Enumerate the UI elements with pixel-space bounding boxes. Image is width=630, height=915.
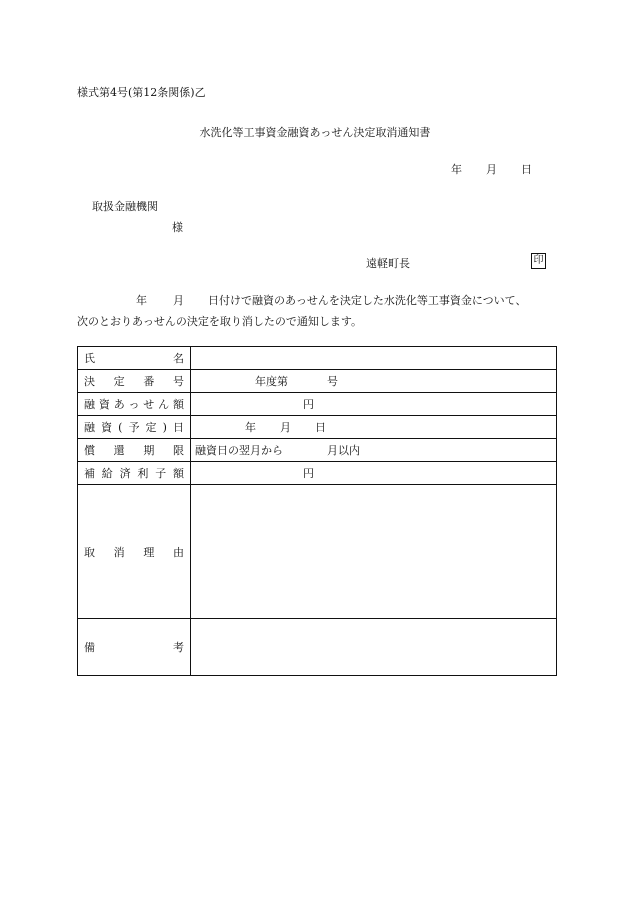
value-cancellation-reason[interactable] — [191, 485, 557, 619]
body-text-rest: 日付けで融資のあっせんを決定した水洗化等工事資金について、 — [208, 294, 527, 307]
date-day-label: 日 — [521, 163, 532, 176]
date-month-label: 月 — [486, 163, 497, 176]
label-loan-date: 融資(予定)日 — [78, 416, 191, 439]
recipient-label: 取扱金融機関 — [92, 200, 158, 213]
table-row-repayment-period — [78, 439, 557, 462]
repayment-months-text: 月以内 — [327, 444, 360, 457]
loan-year-label: 年 — [245, 421, 256, 434]
number-suffix-label: 号 — [327, 375, 338, 388]
date-year-label: 年 — [451, 163, 462, 176]
label-subsidized-interest: 補給済利子額 — [78, 462, 191, 485]
form-number: 様式第4号(第12条関係)乙 — [77, 86, 206, 99]
table-row-name — [78, 347, 557, 370]
label-name: 氏名 — [78, 347, 191, 370]
value-remarks[interactable] — [191, 619, 557, 676]
value-repayment-period[interactable] — [191, 439, 557, 462]
issuer-name: 遠軽町長 — [366, 257, 410, 270]
loan-month-label: 月 — [280, 421, 291, 434]
seal-mark: 印 — [531, 253, 546, 269]
table-row-loan-date — [78, 416, 557, 439]
table-row-cancellation-reason — [78, 485, 557, 619]
fiscal-year-label: 年度第 — [255, 375, 288, 388]
recipient-honorific: 様 — [172, 221, 183, 234]
label-cancellation-reason: 取消理由 — [78, 485, 191, 619]
label-loan-amount: 融資あっせん額 — [78, 393, 191, 416]
document-title: 水洗化等工事資金融資あっせん決定取消通知書 — [199, 126, 431, 139]
table-row-loan-amount — [78, 393, 557, 416]
table-row-subsidized-interest — [78, 462, 557, 485]
label-decision-number: 決定番号 — [78, 370, 191, 393]
value-subsidized-interest[interactable] — [191, 462, 557, 485]
yen-unit-label: 円 — [303, 398, 314, 411]
info-table — [77, 346, 557, 676]
label-remarks: 備考 — [78, 619, 191, 676]
body-line-2: 次のとおりあっせんの決定を取り消したので通知します。 — [77, 315, 363, 328]
label-repayment-period: 償還期限 — [78, 439, 191, 462]
body-month-label: 月 — [173, 294, 184, 307]
value-loan-amount[interactable] — [191, 393, 557, 416]
value-loan-date[interactable] — [191, 416, 557, 439]
table-row-decision-number — [78, 370, 557, 393]
interest-yen-unit-label: 円 — [303, 467, 314, 480]
loan-day-label: 日 — [315, 421, 326, 434]
table-row-remarks — [78, 619, 557, 676]
value-name[interactable] — [191, 347, 557, 370]
value-decision-number[interactable] — [191, 370, 557, 393]
repayment-start-text: 融資日の翌月から — [195, 444, 283, 457]
body-year-label: 年 — [136, 294, 147, 307]
